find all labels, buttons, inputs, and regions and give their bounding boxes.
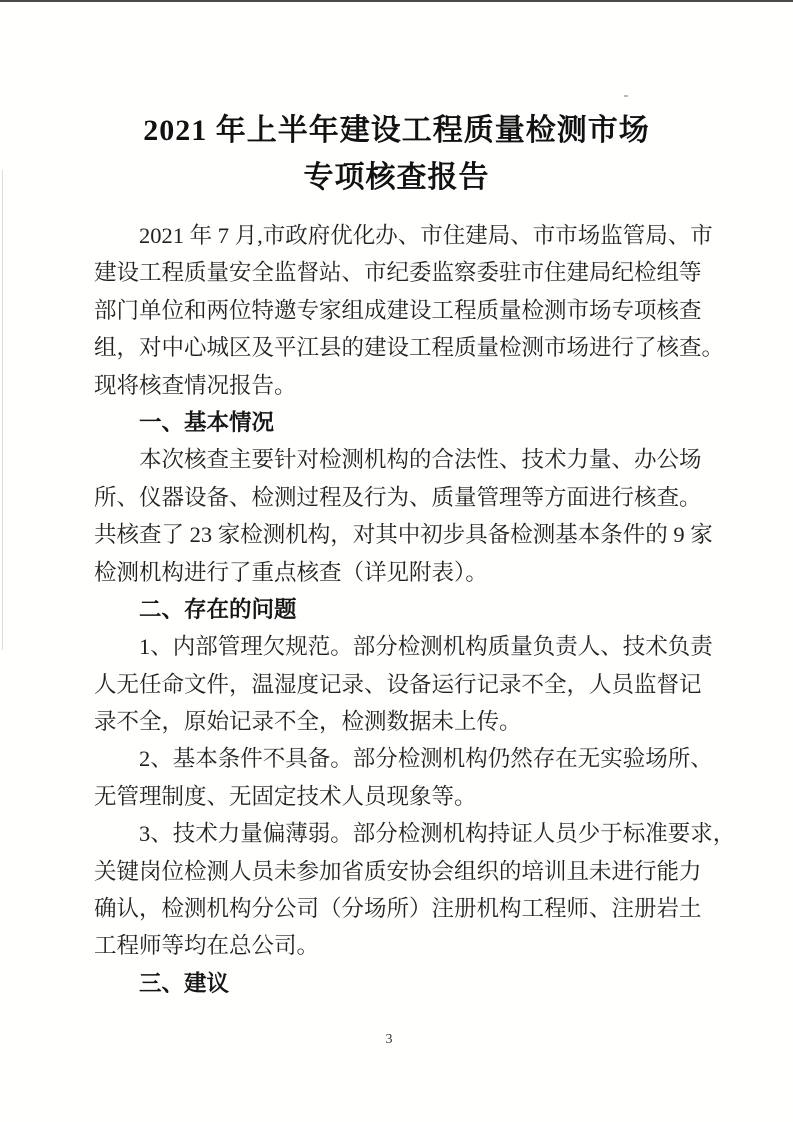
text-line: 2021 年 7 月,市政府优化办、市住建局、市市场监管局、市: [139, 223, 713, 248]
page-number: 3: [385, 1032, 393, 1047]
text-line: 部门单位和两位特邀专家组成建设工程质量检测市场专项核查: [94, 297, 702, 323]
text-line: 检测机构进行了重点核查（详见附表）。: [94, 559, 488, 585]
text-line: 本次核查主要针对检测机构的合法性、技术力量、办公场: [139, 447, 702, 473]
text-line: 确认，检测机构分公司（分场所）注册机构工程师、注册岩土: [94, 896, 702, 922]
section-heading: 一、基本情况: [139, 409, 275, 435]
document-title-line-2: 专项核查报告: [303, 161, 490, 194]
text-line: 录不全，原始记录不全，检测数据未上传。: [94, 709, 522, 735]
text-line: 现将核查情况报告。: [94, 372, 297, 398]
text-line: 2、基本条件不具备。部分检测机构仍然存在无实验场所、: [139, 746, 713, 772]
text-line: 1、内部管理欠规范。部分检测机构质量负责人、技术负责: [139, 634, 713, 660]
text-line: 无管理制度、无固定技术人员现象等。: [94, 783, 477, 809]
text-line: 组，对中心城区及平江县的建设工程质量检测市场进行了核查。: [94, 335, 725, 361]
section-heading: 二、存在的问题: [139, 596, 297, 622]
text-line: 所、仪器设备、检测过程及行为、质量管理等方面进行核查。: [94, 484, 702, 510]
text-line: 关键岗位检测人员未参加省质安协会组织的培训且未进行能力: [94, 858, 702, 884]
scan-artifact-speck: [624, 95, 628, 97]
section-heading: 三、建议: [139, 970, 230, 996]
text-line: 工程师等均在总公司。: [94, 933, 320, 959]
text-line: 人无任命文件，温湿度记录、设备运行记录不全，人员监督记: [94, 671, 702, 697]
document-title-line-1: 2021 年上半年建设工程质量检测市场: [143, 114, 650, 147]
document-body: [94, 217, 736, 1002]
text-line: 3、技术力量偏薄弱。部分检测机构持证人员少于标准要求，: [139, 821, 736, 847]
scan-artifact-top-edge: [0, 0, 793, 2]
text-line: 共核查了 23 家检测机构，对其中初步具备检测基本条件的 9 家: [94, 522, 713, 548]
document-title: [0, 107, 793, 201]
scan-artifact-left-edge: [2, 170, 3, 650]
text-line: 建设工程质量安全监督站、市纪委监察委驻市住建局纪检组等: [94, 260, 702, 286]
